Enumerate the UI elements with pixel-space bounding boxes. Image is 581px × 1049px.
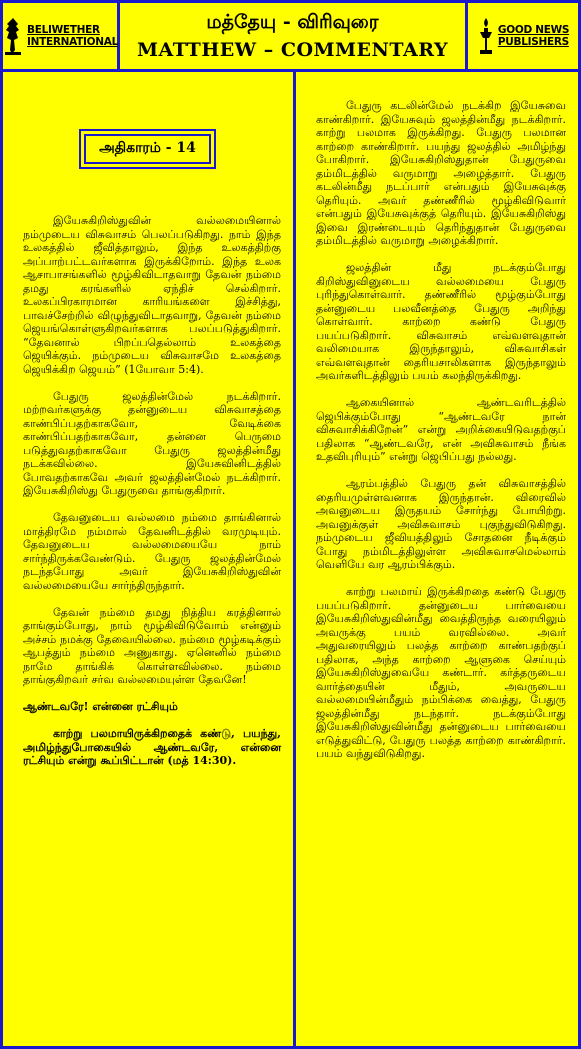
paragraph: ஆரம்பத்தில் பேதுரு தன் விசுவாசத்தில் தைரியமுள்ளவனாக இருந்தான். விரைவில் அவனுடைய இருதயம் சோர்ந்து போயிற்று. அவனுக்குள் அவிசுவாசம் புகுந்துவிடுகிறது. நம்முடைய ஜீவியத்திலும் சோதனை நீடிக்கும் போது நம்மிடத்திலுள்ள அவிசுவாசமெல்லாம் வெளியே வர ஆரம்பிக்கும். bbox=[316, 477, 566, 571]
paragraph: ஜலத்தின் மீது நடக்கும்போது கிறிஸ்துவினுடைய வல்லமையை பேதுரு புரிந்துகொள்வார். தண்ணீரில் மூழ்கும்போது தன்னுடைய பலவீனத்தை பேதுரு அறிந்து கொள்வார். காற்றை கண்டு பேதுரு பயப்படுகிறார். விசுவாசம் எவ்வளவுதான் வலிமையாக இருந்தாலும், விசுவாசிகள் எவ்வளவுதான் தைரியசாலிகளாக இருந்தாலும் அவர்களிடத்திலும் பயம் கலந்திருக்கிறது. bbox=[316, 261, 566, 382]
title-tamil: மத்தேயு - விரிவுரை bbox=[206, 11, 379, 33]
paragraph: பேதுரு கடலின்மேல் நடக்கிற இயேசுவை காண்கிறார். இயேசுவும் ஜலத்தின்மீது நடக்கிறார். காற்று பலமாக இருக்கிறது. பேதுரு பலமான காற்றை காண்கிறார். பயந்து ஜலத்தில் அமிழ்ந்து போகிறார். இயேசுகிறிஸ்துதான் பேதுருவை தம்மிடத்தில் வருமாறு அழைத்தார். பேதுரு கடலின்மீது நடப்பார் என்பதும் இயேசுவுக்கு தெரியும். அவர் தண்ணீரில் மூழ்கிவிடுவார் என்பதும் இயேசுவுக்குத் தெரியும். இயேசுகிறிஸ்து இவை இரண்டையும் தெரிந்துதான் பேதுருவை தம்மிடத்தில் வருமாறு அழைக்கிறார். bbox=[316, 99, 566, 247]
paragraph: ஆகையினால் ஆண்டவரிடத்தில் ஜெபிக்கும்போது “ஆண்டவரே நான் விசுவாசிக்கிறேன்” என்று அறிக்கையிடுவதற்குப் பதிலாக “ஆண்டவரே, என் அவிசுவாசம் நீங்க உதவிபுரியும்” என்று ஜெபிப்பது நல்லது. bbox=[316, 396, 566, 463]
header bbox=[3, 3, 578, 72]
paragraph: காற்று பலமாய் இருக்கிறதை கண்டு பேதுரு பயப்படுகிறார். தன்னுடைய பார்வையை இயேசுகிறிஸ்துவின்மீது வைத்திருந்த வரையிலும் அவருக்கு பயம் வரவில்லை. அவர் அதுவரையிலும் பலத்த காற்றை காண்பதற்குப் பதிலாக, அந்த காற்றை ஆளுகை செய்யும் இயேசுகிறிஸ்துவையே கண்டார். கர்த்தருடைய வார்த்தையின் மீதும், அவருடைய வல்லமையின்மீதும் நம்பிக்கை வைத்து, பேதுரு ஜலத்தின்மீது நடந்தார். நடக்கும்போது இயேசுகிறிஸ்துவின்மீது தன்னுடைய பார்வையை எடுத்துவிட்டு, பேதுரு பலத்த காற்றை காண்கிறார். பயம் வந்துவிடுகிறது. bbox=[316, 585, 566, 760]
bellwether-logo bbox=[3, 3, 120, 69]
paragraph: தேவன் நம்மை தமது நித்திய கரத்தினால் தாங்கும்போது, நாம் மூழ்கிவிடுவோம் என்னும் அச்சம் நமக்கு தேவையில்லை. நம்மை மூழ்கடிக்கும் ஆபத்தும் நம்மை அணுகாது. ஏனெனில் நம்மை நாமே தாங்கிக் கொள்ளவில்லை. நம்மை தாங்குகிறவர் சர்வ வல்லமையுள்ள தேவனே! bbox=[23, 605, 281, 686]
chapter-box bbox=[79, 129, 216, 169]
bellwether-ram-icon bbox=[2, 16, 24, 56]
left-logo-line2: INTERNATIONAL bbox=[27, 36, 118, 48]
lamp-icon bbox=[477, 16, 495, 56]
title-english: MATTHEW – COMMENTARY bbox=[136, 39, 449, 61]
right-logo-line2: PUBLISHERS bbox=[497, 36, 569, 48]
right-paragraphs bbox=[316, 99, 566, 774]
left-paragraphs bbox=[23, 214, 281, 781]
left-logo-line1: BELIWETHER bbox=[27, 24, 100, 36]
paragraph: பேதுரு ஜலத்தின்மேல் நடக்கிறார். மற்றவர்களுக்கு தன்னுடைய விசுவாசத்தை காண்பிப்பதற்காகவோ, வேடிக்கை காண்பிப்பதற்காகவோ, தன்னை பெருமை படுத்துவதற்காகவோ பேதுரு ஜலத்தின்மீது நடக்கவில்லை. இயேசுவினிடத்தில் போவதற்காகவே அவர் ஜலத்தின்மேல் நடக்கிறார். இயேசுகிறிஸ்து பேதுருவை தாங்குகிறார். bbox=[23, 389, 281, 497]
right-column bbox=[293, 72, 578, 1046]
right-logo-line1: GOOD NEWS bbox=[497, 24, 570, 36]
bible-quote: காற்று பலமாயிருக்கிறதைக் கண்டு, பயந்து, அமிழ்ந்துபோகையில் ஆண்டவரே, என்னை ரட்சியும் என்று கூப்பிட்டான் (மத் 14:30). bbox=[23, 727, 281, 767]
paragraph: தேவனுடைய வல்லமை நம்மை தாங்கினால் மாத்திரமே நம்மால் தேவனிடத்தில் வரமுடியும். தேவனுடைய வல்லமையையே நாம் சார்ந்திருக்கவேண்டும். பேதுரு ஜலத்தின்மேல் நடந்தபோது அவர் இயேசுகிறிஸ்துவின் வல்லமையையே சார்ந்திருந்தார். bbox=[23, 511, 281, 592]
good-news-logo bbox=[465, 3, 578, 69]
title-block bbox=[120, 3, 465, 69]
chapter-label: அதிகாரம் - 14 bbox=[84, 134, 211, 164]
paragraph: இயேசுகிறிஸ்துவின் வல்லமையினால் நம்முடைய விசுவாசம் பெலப்படுகிறது. நாம் இந்த உலகத்தில் ஜீவித்தாலும், இந்த உலகத்திற்கு அப்பாற்பட்டவர்களாக இருக்கிறோம். இந்த உலக ஆசாபாசங்களில் மூழ்கிவிடாதவாறு தேவன் நம்மை தமது கரங்களில் ஏந்திச் செல்கிறார். உலகப்பிரகாரமான காரியங்களை இச்சித்து, பாவச்சேற்றில் விழுந்துவிடாதவாறு, தேவன் நம்மை ஜெயங்கொள்ளுகிறவர்களாக பலப்படுத்துகிறார். “தேவனால் பிறப்பதெல்லாம் உலகத்தை ஜெயிக்கும். நம்முடைய விசுவாசமே உலகத்தை ஜெயிக்கிற ஜெயம்” (1யோவா 5:4). bbox=[23, 214, 281, 376]
section-heading: ஆண்டவரே! என்னை ரட்சியும் bbox=[23, 700, 178, 713]
left-column bbox=[3, 72, 293, 1046]
